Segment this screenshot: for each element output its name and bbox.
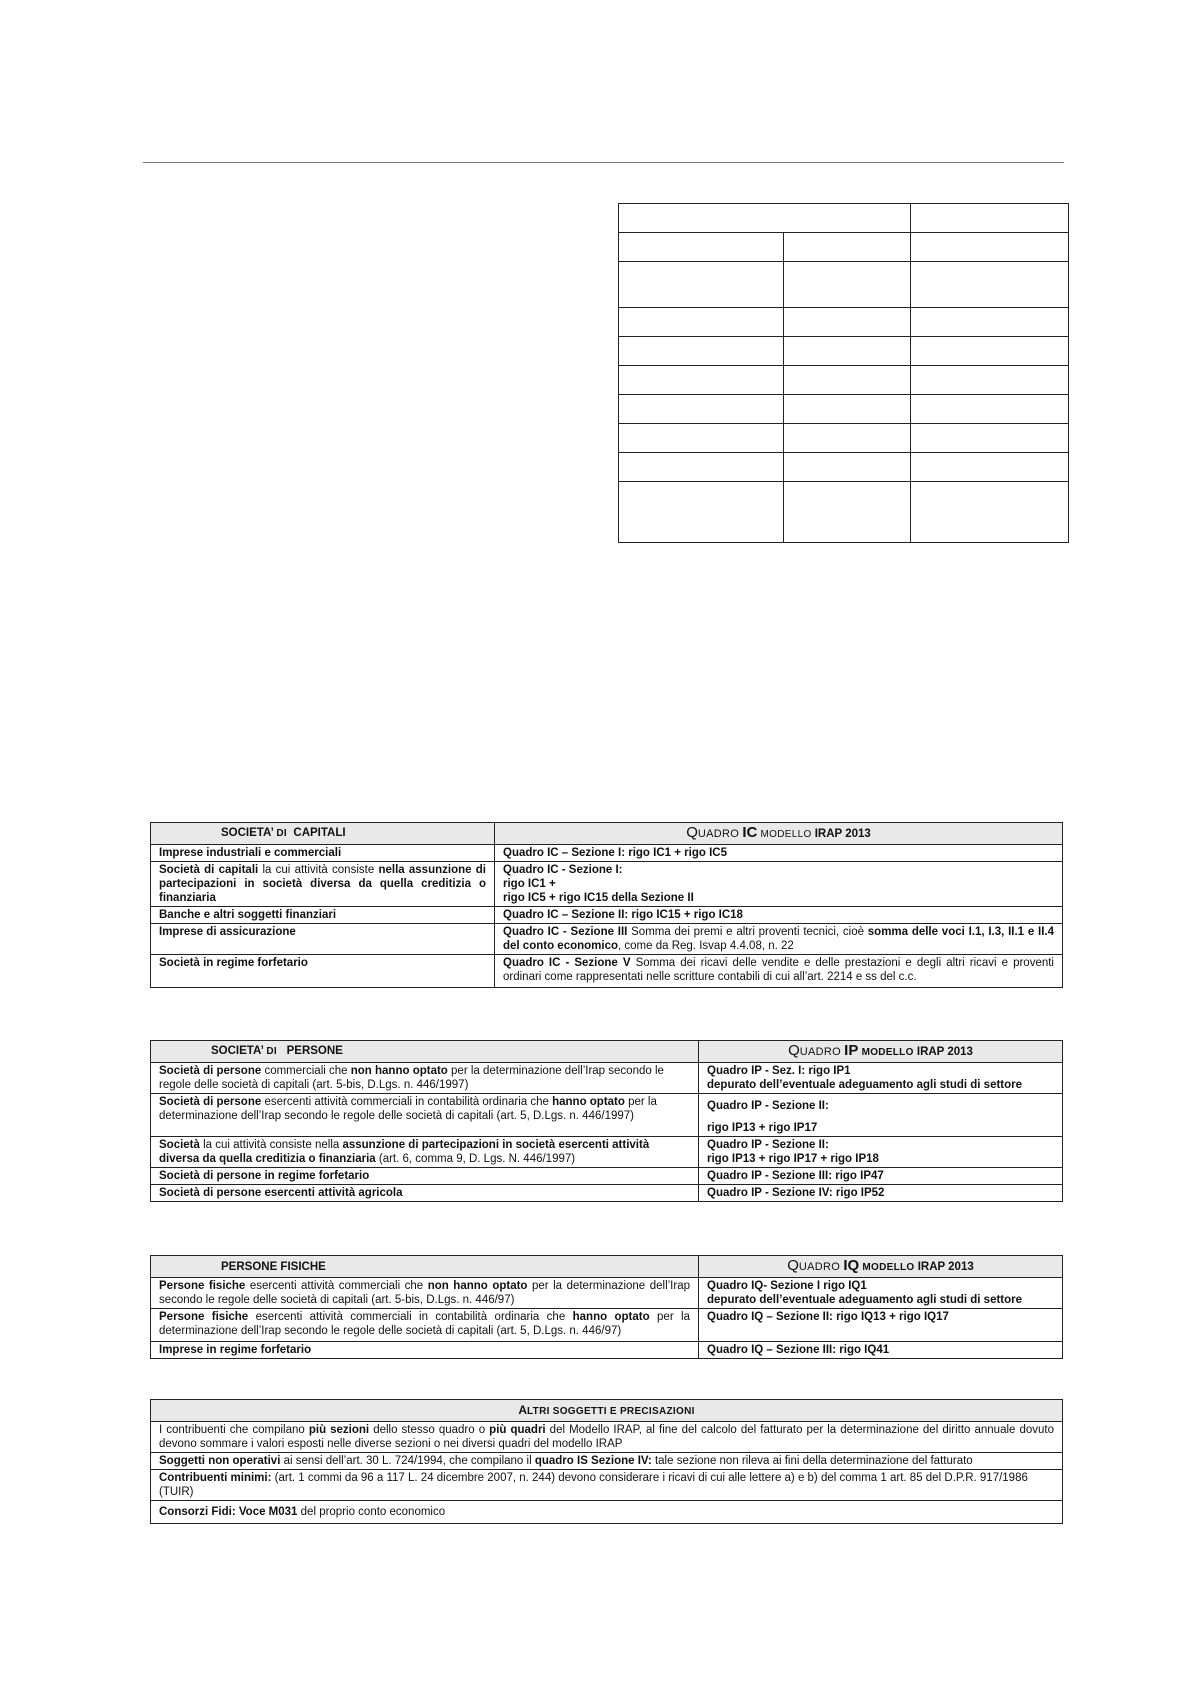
grid-cell — [619, 308, 784, 337]
societa-capitali-table — [150, 822, 1063, 988]
table-cell: Imprese in regime forfetario — [151, 1342, 699, 1359]
table-row — [151, 1342, 1063, 1359]
grid-cell — [619, 424, 784, 453]
header-rule — [143, 162, 1064, 163]
table-row — [151, 1309, 1063, 1342]
grid-cell — [784, 424, 911, 453]
grid-cell — [784, 395, 911, 424]
table-cell: Quadro IC - Sezione I: rigo IC1 + rigo IC5 + rigo IC15 della Sezione II — [495, 862, 1063, 907]
table-cell: Quadro IP - Sezione IV: rigo IP52 — [699, 1185, 1063, 1202]
table-cell: Quadro IP - Sezione III: rigo IP47 — [699, 1168, 1063, 1185]
table-row — [151, 907, 1063, 924]
grid-cell — [784, 482, 911, 543]
grid-cell — [619, 395, 784, 424]
grid-cell — [784, 337, 911, 366]
table-cell: Società la cui attività consiste nella assunzione di partecipazioni in società esercenti attività diversa da quella creditizia o finanziaria (art. 6, comma 9, D. Lgs. N. 446/1997) — [151, 1137, 699, 1168]
table-cell: Quadro IC – Sezione II: rigo IC15 + rigo IC18 — [495, 907, 1063, 924]
table-cell: Quadro IQ – Sezione II: rigo IQ13 + rigo IQ17 — [699, 1309, 1063, 1342]
table-row — [151, 1063, 1063, 1094]
grid-cell — [619, 366, 784, 395]
grid-cell — [911, 395, 1069, 424]
grid-cell — [784, 233, 911, 262]
table-row — [151, 1470, 1063, 1501]
table-cell: Società in regime forfetario — [151, 955, 495, 988]
grid-cell — [784, 366, 911, 395]
table-header-right: QUADRO IP MODELLO IRAP 2013 — [699, 1041, 1063, 1063]
grid-cell — [619, 337, 784, 366]
grid-cell — [784, 453, 911, 482]
table-cell: Persone fisiche esercenti attività commerciali che non hanno optato per la determinazione dell’Irap secondo le regole delle società di capitali (art. 5-bis, D.Lgs. n. 446/97) — [151, 1278, 699, 1309]
table-cell: Quadro IC – Sezione I: rigo IC1 + rigo IC5 — [495, 845, 1063, 862]
table-cell: Quadro IC - Sezione V Somma dei ricavi delle vendite e delle prestazioni e degli altri ricavi e proventi ordinari come rappresentati nelle scritture contabili di cui all’art. 2214 e ss del c.c. — [495, 955, 1063, 988]
grid-cell — [911, 453, 1069, 482]
table-row — [151, 1137, 1063, 1168]
table-row — [151, 862, 1063, 907]
grid-cell — [911, 233, 1069, 262]
table-row — [151, 1453, 1063, 1470]
table-cell: Banche e altri soggetti finanziari — [151, 907, 495, 924]
table-header-left: PERSONE FISICHE — [151, 1256, 699, 1278]
table-cell: Contribuenti minimi: (art. 1 commi da 96 a 117 L. 24 dicembre 2007, n. 244) devono considerare i ricavi di cui alle lettere a) e b) del comma 1 art. 85 del D.P.R. 917/1986 (TUIR) — [151, 1470, 1063, 1501]
grid-cell — [911, 308, 1069, 337]
table-header-left: SOCIETA’ DI PERSONE — [151, 1041, 699, 1063]
grid-cell — [619, 482, 784, 543]
grid-cell — [911, 204, 1069, 233]
table-header-right: QUADRO IC MODELLO IRAP 2013 — [495, 823, 1063, 845]
table-row — [151, 1185, 1063, 1202]
table-cell: Società di persone in regime forfetario — [151, 1168, 699, 1185]
grid-cell — [911, 424, 1069, 453]
persone-fisiche-table — [150, 1255, 1063, 1359]
table-cell: Quadro IQ- Sezione I rigo IQ1 depurato dell’eventuale adeguamento agli studi di settore — [699, 1278, 1063, 1309]
societa-persone-table — [150, 1040, 1063, 1202]
table-cell: Soggetti non operativi ai sensi dell’art. 30 L. 724/1994, che compilano il quadro IS Sezione IV: tale sezione non rileva ai fini della determinazione del fatturato — [151, 1453, 1063, 1470]
grid-cell — [619, 262, 784, 308]
table-cell: Quadro IP - Sezione II: rigo IP13 + rigo IP17 — [699, 1094, 1063, 1137]
empty-grid-table — [618, 203, 1069, 543]
table-row — [151, 1422, 1063, 1453]
table-row — [151, 955, 1063, 988]
table-row — [151, 1501, 1063, 1524]
table-header-row — [151, 1256, 1063, 1278]
table-cell: Quadro IP - Sezione II: rigo IP13 + rigo IP17 + rigo IP18 — [699, 1137, 1063, 1168]
table-cell: Imprese di assicurazione — [151, 924, 495, 955]
table-row — [151, 1094, 1063, 1137]
grid-cell — [619, 453, 784, 482]
table-cell: Persone fisiche esercenti attività commerciali in contabilità ordinaria che hanno optato per la determinazione dell’Irap secondo le regole delle società di capitali (art. 5, D.Lgs. n. 446/97) — [151, 1309, 699, 1342]
table-header-row — [151, 1400, 1063, 1422]
grid-cell — [619, 204, 911, 233]
table-header-left: SOCIETA’ DI CAPITALI — [151, 823, 495, 845]
table-cell: Società di capitali la cui attività consiste nella assunzione di partecipazioni in società diversa da quella creditizia o finanziaria — [151, 862, 495, 907]
table-header-right: QUADRO IQ MODELLO IRAP 2013 — [699, 1256, 1063, 1278]
table-cell: Quadro IC - Sezione III Somma dei premi e altri proventi tecnici, cioè somma delle voci I.1, I.3, II.1 e II.4 del conto economico, come da Reg. Isvap 4.4.08, n. 22 — [495, 924, 1063, 955]
grid-cell — [784, 308, 911, 337]
table-cell: Società di persone commerciali che non hanno optato per la determinazione dell’Irap secondo le regole delle società di capitali (art. 5-bis, D.Lgs. n. 446/1997) — [151, 1063, 699, 1094]
table-cell: Quadro IQ – Sezione III: rigo IQ41 — [699, 1342, 1063, 1359]
table-row — [151, 845, 1063, 862]
grid-cell — [911, 262, 1069, 308]
table-header-row — [151, 823, 1063, 845]
grid-cell — [911, 337, 1069, 366]
altri-soggetti-table — [150, 1399, 1063, 1524]
grid-cell — [784, 262, 911, 308]
table-cell: Quadro IP - Sez. I: rigo IP1 depurato dell’eventuale adeguamento agli studi di settore — [699, 1063, 1063, 1094]
table-row — [151, 1168, 1063, 1185]
table-cell: I contribuenti che compilano più sezioni dello stesso quadro o più quadri del Modello IRAP, al fine del calcolo del fatturato per la determinazione del diritto annuale dovuto devono sommare i valori esposti nelle diverse sezioni o nei diversi quadri del modello IRAP — [151, 1422, 1063, 1453]
table-row — [151, 924, 1063, 955]
table-cell: Consorzi Fidi: Voce M031 del proprio conto economico — [151, 1501, 1063, 1524]
table-cell: Società di persone esercenti attività commerciali in contabilità ordinaria che hanno optato per la determinazione dell’Irap secondo le regole delle società di capitali (art. 5, D.Lgs. n. 446/1997) — [151, 1094, 699, 1137]
table-row — [151, 1278, 1063, 1309]
table-header: ALTRI SOGGETTI E PRECISAZIONI — [151, 1400, 1063, 1422]
grid-cell — [911, 482, 1069, 543]
table-cell: Società di persone esercenti attività agricola — [151, 1185, 699, 1202]
grid-cell — [911, 366, 1069, 395]
table-cell: Imprese industriali e commerciali — [151, 845, 495, 862]
grid-cell — [619, 233, 784, 262]
table-header-row — [151, 1041, 1063, 1063]
